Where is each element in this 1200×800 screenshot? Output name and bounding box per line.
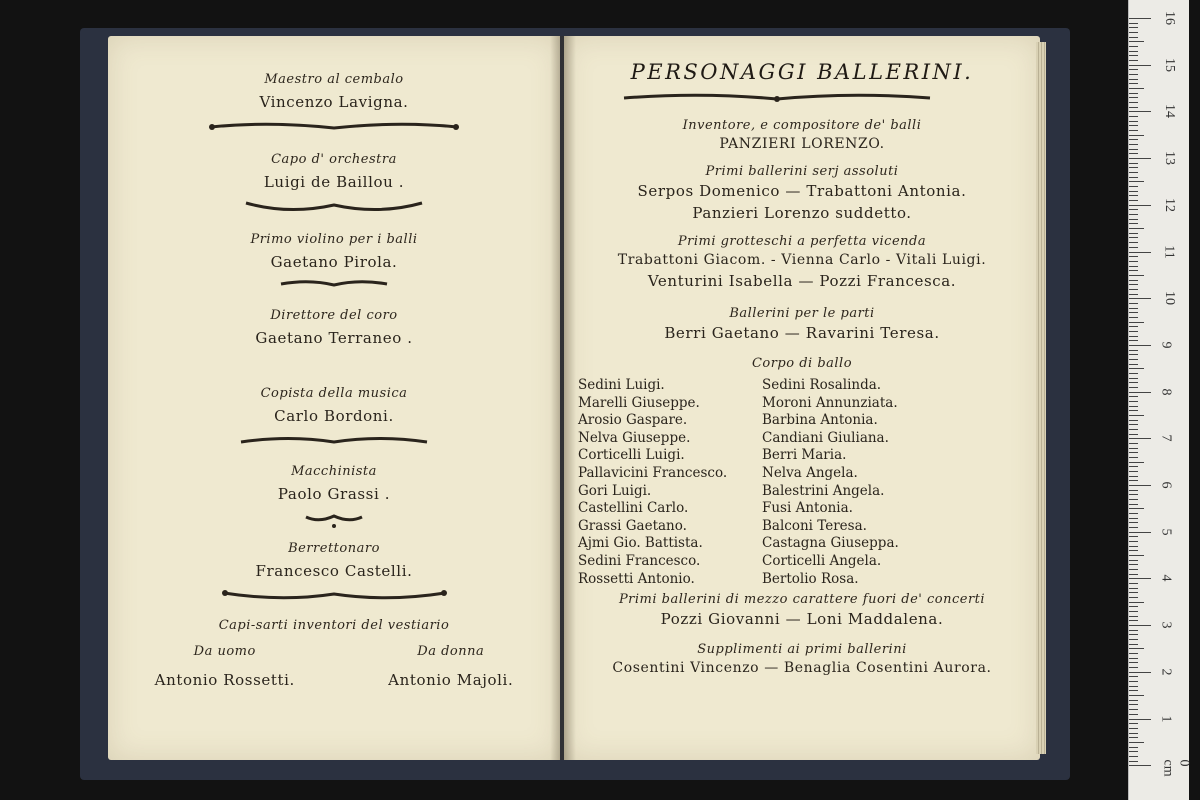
ruler-tick-minor [1129, 466, 1138, 467]
credit-block [108, 308, 560, 347]
ruler-tick-minor [1129, 742, 1144, 743]
serious-dancers-block [564, 164, 1040, 222]
cast-member: Fusi Antonia. [762, 500, 853, 517]
ruler-tick-major [1129, 719, 1151, 720]
ruler-label: 0 cm [1160, 759, 1192, 777]
ruler-tick-minor [1129, 761, 1138, 762]
ruler-tick-major [1129, 205, 1151, 206]
ruler-tick-minor [1129, 653, 1138, 654]
credit-line: Cosentini Vincenzo — Benaglia Cosentini Aurora. [612, 660, 992, 676]
ruler-tick-minor [1129, 23, 1138, 24]
ruler-tick-major [1129, 578, 1151, 579]
tailor-men [155, 644, 295, 689]
ruler-tick-minor [1129, 420, 1138, 421]
ruler-tick-minor [1129, 107, 1138, 108]
ruler-tick-minor [1129, 747, 1138, 748]
ruler-tick-minor [1129, 139, 1138, 140]
ruler-tick-minor [1129, 522, 1138, 523]
ruler-tick-minor [1129, 322, 1144, 323]
credit-name: Paolo Grassi . [277, 485, 391, 503]
cast-member: Sedini Rosalinda. [762, 377, 882, 393]
ruler-tick-minor [1129, 256, 1138, 257]
ruler-label: 9 [1158, 341, 1174, 349]
credit-block [108, 72, 560, 133]
ruler-tick-minor [1129, 51, 1138, 52]
ruler-tick-minor [1129, 41, 1144, 42]
ruler-tick-minor [1129, 125, 1138, 126]
ruler-tick-minor [1129, 135, 1144, 136]
left-page [108, 36, 560, 760]
ruler-tick-minor [1129, 27, 1138, 28]
ruler-tick-minor [1129, 121, 1138, 122]
credit-block [108, 386, 560, 447]
credit-role: Corpo di ballo [751, 356, 853, 371]
ruler-tick-minor [1129, 518, 1138, 519]
ruler-label: 11 [1161, 244, 1177, 259]
ruler-tick-major [1129, 252, 1151, 253]
credit-role: Primi grotteschi a perfetta vicenda [677, 234, 927, 249]
ruler-tick-minor [1129, 681, 1138, 682]
corps-men-column [578, 377, 727, 588]
ruler-tick-major [1129, 672, 1151, 673]
credit-role: Primi ballerini serj assoluti [705, 164, 899, 179]
credit-name: PANZIERI LORENZO. [719, 136, 885, 152]
ruler-tick-minor [1129, 714, 1138, 715]
ruler-label: 2 [1158, 668, 1174, 676]
ruler-tick-minor [1129, 308, 1138, 309]
ruler-tick-minor [1129, 312, 1138, 313]
ruler-tick-minor [1129, 261, 1138, 262]
ruler-tick-minor [1129, 317, 1138, 318]
tailors-heading [108, 618, 560, 633]
supplements-block [564, 642, 1040, 676]
ruler-tick-minor [1129, 46, 1138, 47]
ruler-tick-minor [1129, 490, 1138, 491]
ruler-tick-minor [1129, 83, 1138, 84]
ruler-tick-minor [1129, 69, 1138, 70]
credit-line: Panzieri Lorenzo suddetto. [692, 204, 912, 222]
ruler-tick-minor [1129, 130, 1138, 131]
tailor-women [388, 644, 513, 689]
page-title: PERSONAGGI BALLERINI. [630, 60, 974, 84]
ruler-tick-minor [1129, 592, 1138, 593]
ruler-tick-minor [1129, 686, 1138, 687]
ruler-tick-minor [1129, 457, 1138, 458]
ruler-tick-minor [1129, 214, 1138, 215]
ruler-tick-minor [1129, 536, 1138, 537]
ruler-tick-minor [1129, 550, 1138, 551]
ruler-tick-minor [1129, 149, 1138, 150]
ruler-tick-minor [1129, 280, 1138, 281]
cast-member: Marelli Giuseppe. [578, 394, 700, 411]
ruler-tick-minor [1129, 541, 1138, 542]
corps-heading [564, 356, 1040, 371]
ruler-tick-minor [1129, 443, 1138, 444]
credit-block [108, 152, 560, 215]
ruler-tick-minor [1129, 555, 1144, 556]
ruler-tick-minor [1129, 172, 1138, 173]
ruler-tick-minor [1129, 546, 1138, 547]
ruler-tick-minor [1129, 634, 1138, 635]
cast-member: Bertolio Rosa. [762, 570, 859, 587]
credit-role: Ballerini per le parti [729, 306, 875, 321]
credit-line: Pozzi Giovanni — Loni Maddalena. [660, 610, 944, 628]
ruler-tick-minor [1129, 32, 1138, 33]
ornament-divider [209, 119, 459, 133]
ruler-tick-minor [1129, 574, 1138, 575]
ruler-tick-minor [1129, 163, 1138, 164]
tailor-men-name: Antonio Rossetti. [154, 671, 295, 689]
ornament-divider [222, 588, 447, 602]
ruler-tick-minor [1129, 504, 1138, 505]
cast-member: Balestrini Angela. [762, 482, 885, 499]
ruler-tick-minor [1129, 406, 1138, 407]
ruler-tick-minor [1129, 79, 1138, 80]
ruler-tick-major [1129, 111, 1151, 112]
cast-member: Sedini Francesco. [578, 552, 701, 569]
cast-member: Rossetti Antonio. [578, 570, 695, 587]
cast-member: Balconi Teresa. [762, 517, 867, 534]
ruler-tick-minor [1129, 223, 1138, 224]
ruler-tick-minor [1129, 723, 1138, 724]
ruler-tick-minor [1129, 247, 1138, 248]
ruler-tick-minor [1129, 116, 1138, 117]
ruler-tick-minor [1129, 60, 1138, 61]
ruler-tick-minor [1129, 737, 1138, 738]
credit-block [108, 541, 560, 602]
ruler-tick-minor [1129, 378, 1138, 379]
ruler-tick-minor [1129, 662, 1138, 663]
tailor-women-name: Antonio Majoli. [388, 671, 514, 689]
ruler-tick-minor [1129, 331, 1138, 332]
ornament-divider [244, 199, 424, 215]
ruler-tick-minor [1129, 350, 1138, 351]
ruler-tick-minor [1129, 186, 1138, 187]
credit-line: Serpos Domenico — Trabattoni Antonia. [637, 182, 967, 200]
ruler-tick-major [1129, 345, 1151, 346]
ruler-label: 6 [1158, 481, 1174, 489]
ruler-tick-minor [1129, 513, 1138, 514]
ruler-tick-major [1129, 625, 1151, 626]
ruler-tick-minor [1129, 471, 1138, 472]
credit-line: Trabattoni Giacom. - Vienna Carlo - Vitali Luigi. [617, 252, 987, 268]
book-gutter [550, 36, 576, 760]
ruler-tick-minor [1129, 569, 1138, 570]
ruler-label: 4 [1158, 574, 1174, 582]
ruler-tick-major [1129, 158, 1151, 159]
ruler-tick-minor [1129, 667, 1138, 668]
cast-member: Arosio Gaspare. [578, 412, 688, 429]
cast-member: Castagna Giuseppa. [762, 535, 899, 552]
ruler-tick-minor [1129, 303, 1138, 304]
ruler-tick-minor [1129, 354, 1138, 355]
cast-member: Nelva Angela. [762, 464, 858, 481]
ruler-tick-major [1129, 765, 1151, 766]
ruler-tick-minor [1129, 728, 1138, 729]
ruler-label: 12 [1162, 197, 1177, 212]
ruler-tick-minor [1129, 700, 1138, 701]
ruler-tick-minor [1129, 209, 1138, 210]
ruler-tick-minor [1129, 326, 1138, 327]
ruler-tick-minor [1129, 620, 1138, 621]
ruler-tick-minor [1129, 583, 1138, 584]
credit-role: Direttore del coro [270, 308, 398, 323]
tailor-men-label: Da uomo [193, 644, 256, 659]
parts-dancers-block [564, 306, 1040, 342]
ruler-tick-minor [1129, 153, 1138, 154]
tailors-columns [108, 644, 560, 689]
ruler-tick-minor [1129, 639, 1138, 640]
ruler-tick-minor [1129, 611, 1138, 612]
ruler-label: 16 [1162, 11, 1177, 25]
ruler-tick-minor [1129, 177, 1138, 178]
credit-role: Copista della musica [260, 386, 408, 401]
ruler-tick-major [1129, 392, 1151, 393]
ornament-divider [622, 92, 932, 104]
ruler-tick-minor [1129, 167, 1138, 168]
credit-line: Berri Gaetano — Ravarini Teresa. [664, 324, 940, 342]
ruler-tick-minor [1129, 630, 1138, 631]
ruler-tick-minor [1129, 382, 1138, 383]
cast-member: Sedini Luigi. [578, 377, 665, 393]
ruler-tick-minor [1129, 97, 1138, 98]
ornament-divider [304, 511, 364, 529]
ruler-tick-minor [1129, 709, 1138, 710]
ruler-tick-minor [1129, 494, 1138, 495]
ruler-tick-minor [1129, 242, 1138, 243]
credit-block [108, 464, 560, 529]
ruler-tick-minor [1129, 93, 1138, 94]
ruler-tick-minor [1129, 690, 1138, 691]
ruler-tick-minor [1129, 340, 1138, 341]
ruler-tick-minor [1129, 527, 1138, 528]
ruler-tick-major [1129, 18, 1151, 19]
ruler-tick-major [1129, 65, 1151, 66]
ruler-label: 10 [1162, 291, 1177, 306]
ruler-tick-minor [1129, 191, 1138, 192]
corps-women-column [762, 377, 899, 588]
cast-member: Pallavicini Francesco. [578, 464, 728, 481]
ruler-tick-minor [1129, 756, 1138, 757]
ruler-tick-minor [1129, 508, 1144, 509]
ruler-tick-major [1129, 485, 1151, 486]
ruler-tick-minor [1129, 424, 1138, 425]
ruler-tick-minor [1129, 270, 1138, 271]
ruler-tick-minor [1129, 401, 1138, 402]
ruler-tick-minor [1129, 195, 1138, 196]
ruler-tick-minor [1129, 676, 1138, 677]
ruler-tick-minor [1129, 564, 1138, 565]
cast-member: Moroni Annunziata. [762, 394, 898, 411]
ruler-tick-minor [1129, 751, 1138, 752]
grotesque-dancers-block [564, 234, 1040, 290]
ruler-tick-minor [1129, 695, 1144, 696]
ruler-tick-minor [1129, 102, 1138, 103]
ruler-label: 3 [1158, 621, 1174, 629]
ruler-label: 5 [1158, 528, 1174, 536]
ruler-tick-minor [1129, 336, 1138, 337]
ruler-tick-minor [1129, 415, 1144, 416]
mezzo-block [564, 592, 1040, 628]
ruler-tick-minor [1129, 275, 1144, 276]
page-edges [1036, 42, 1046, 754]
cast-member: Barbina Antonia. [762, 412, 878, 429]
tailor-women-label: Da donna [417, 644, 485, 659]
ruler-tick-minor [1129, 289, 1138, 290]
ruler-tick-minor [1129, 373, 1138, 374]
ruler-tick-major [1129, 438, 1151, 439]
ruler-tick-minor [1129, 284, 1138, 285]
ruler-tick-minor [1129, 200, 1138, 201]
ruler-tick-minor [1129, 644, 1138, 645]
ruler-label: 14 [1162, 104, 1177, 119]
ruler-tick-minor [1129, 480, 1138, 481]
cast-member: Candiani Giuliana. [762, 429, 889, 446]
ruler-tick-minor [1129, 88, 1144, 89]
ruler-tick-minor [1129, 410, 1138, 411]
ornament-divider [279, 279, 389, 289]
ruler-label: 13 [1162, 151, 1177, 166]
ruler-label: 1 [1158, 715, 1174, 722]
credit-name: Carlo Bordoni. [274, 407, 394, 425]
ruler-tick-major [1129, 298, 1151, 299]
ruler-tick-minor [1129, 704, 1138, 705]
cast-member: Corticelli Angela. [762, 552, 882, 569]
ruler-label: 8 [1158, 388, 1174, 396]
cast-member: Nelva Giuseppe. [578, 429, 691, 446]
ruler-tick-minor [1129, 359, 1138, 360]
ruler-tick-minor [1129, 74, 1138, 75]
credit-role: Inventore, e compositore de' balli [682, 118, 922, 133]
ruler-tick-minor [1129, 266, 1138, 267]
ruler-tick-minor [1129, 434, 1138, 435]
measurement-ruler [1128, 0, 1192, 800]
ruler-tick-minor [1129, 396, 1138, 397]
ruler-tick-minor [1129, 55, 1138, 56]
credit-name: Gaetano Pirola. [270, 253, 398, 271]
ruler-tick-minor [1129, 237, 1138, 238]
ruler-tick-minor [1129, 228, 1144, 229]
cast-member: Grassi Gaetano. [578, 517, 687, 534]
credit-role: Supplimenti ai primi ballerini [697, 642, 907, 657]
credit-block [108, 232, 560, 289]
ruler-tick-minor [1129, 476, 1138, 477]
ruler-tick-minor [1129, 462, 1144, 463]
credit-role: Capo d' orchestra [271, 152, 397, 167]
ruler-tick-minor [1129, 429, 1138, 430]
ruler-tick-minor [1129, 37, 1138, 38]
ruler-label: 7 [1158, 434, 1174, 442]
ruler-tick-minor [1129, 387, 1138, 388]
cast-member: Castellini Carlo. [578, 500, 689, 517]
cast-member: Ajmi Gio. Battista. [578, 535, 703, 552]
cast-member: Berri Maria. [762, 447, 847, 464]
ruler-tick-minor [1129, 606, 1138, 607]
ruler-tick-minor [1129, 144, 1138, 145]
ruler-tick-minor [1129, 588, 1138, 589]
credit-line: Venturini Isabella — Pozzi Francesca. [647, 272, 957, 290]
ruler-tick-minor [1129, 733, 1138, 734]
right-page [564, 36, 1040, 760]
credit-role: Primo violino per i balli [250, 232, 418, 247]
ruler-tick-minor [1129, 658, 1138, 659]
credit-name: Gaetano Terraneo . [255, 329, 413, 347]
ruler-tick-minor [1129, 597, 1138, 598]
ruler-tick-minor [1129, 648, 1144, 649]
ornament-divider [239, 433, 429, 447]
credit-role: Primi ballerini di mezzo carattere fuori de' concerti [618, 592, 986, 607]
ruler-tick-minor [1129, 448, 1138, 449]
ruler-tick-minor [1129, 602, 1144, 603]
credit-name: Francesco Castelli. [255, 562, 413, 580]
ruler-label: 15 [1162, 57, 1177, 72]
credit-name: Luigi de Baillou . [263, 173, 405, 191]
ruler-tick-minor [1129, 294, 1138, 295]
ruler-tick-minor [1129, 499, 1138, 500]
inventor-block [564, 118, 1040, 152]
ruler-tick-minor [1129, 368, 1144, 369]
ruler-tick-minor [1129, 452, 1138, 453]
open-book [100, 36, 1050, 766]
credit-role: Capi-sarti inventori del vestiario [218, 618, 450, 633]
credit-role: Berrettonaro [288, 541, 380, 556]
credit-role: Maestro al cembalo [264, 72, 404, 87]
ruler-tick-major [1129, 532, 1151, 533]
credit-role: Macchinista [291, 464, 377, 479]
ruler-tick-minor [1129, 616, 1138, 617]
cast-member: Gori Luigi. [578, 482, 652, 499]
ruler-tick-minor [1129, 181, 1144, 182]
ruler-tick-minor [1129, 233, 1138, 234]
cast-member: Corticelli Luigi. [578, 447, 685, 464]
credit-name: Vincenzo Lavigna. [259, 93, 409, 111]
ruler-tick-minor [1129, 219, 1138, 220]
ruler-tick-minor [1129, 560, 1138, 561]
ruler-tick-minor [1129, 364, 1138, 365]
